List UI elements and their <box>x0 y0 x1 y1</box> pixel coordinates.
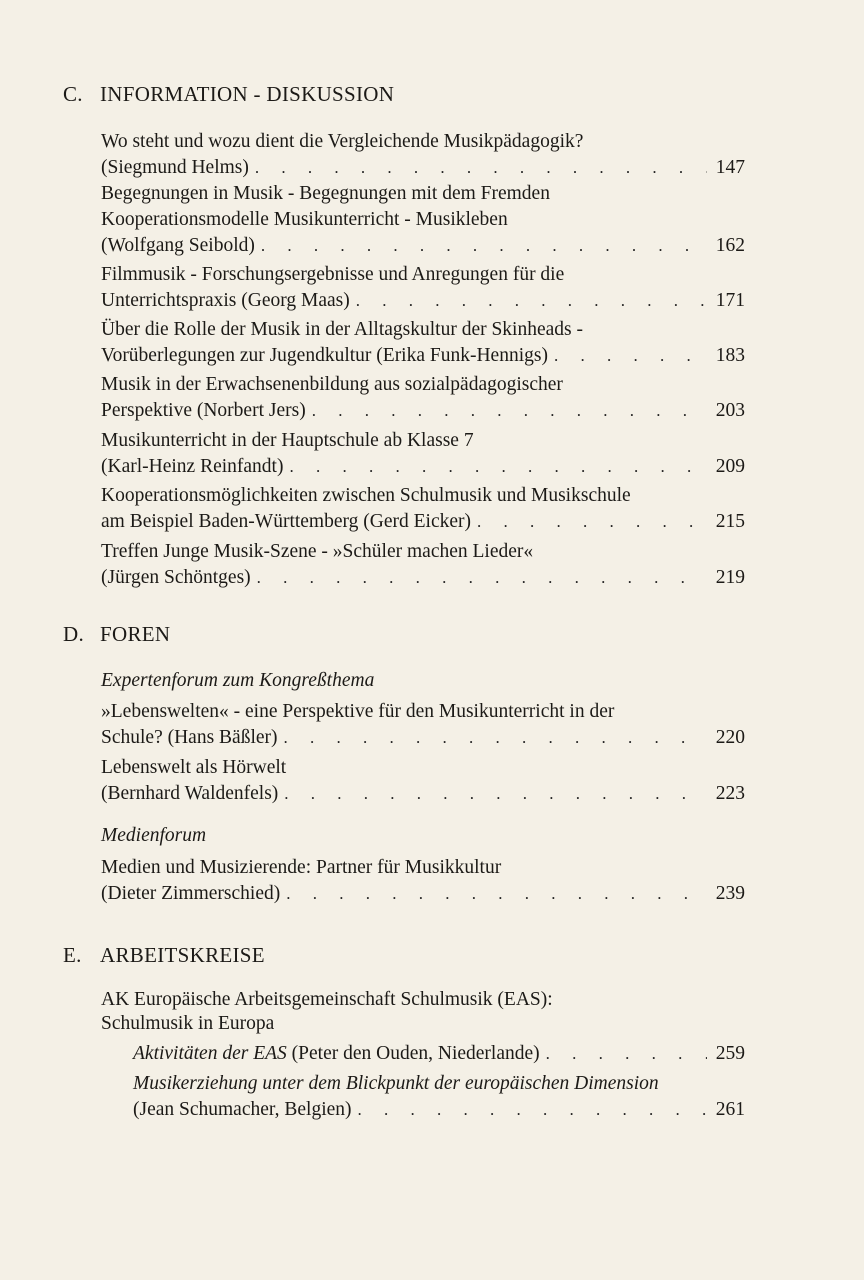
toc-entry <box>101 855 745 907</box>
leader-dots <box>255 155 707 181</box>
leader-dots <box>289 454 707 480</box>
section-heading-d <box>63 622 170 647</box>
entry-title: Kooperationsmöglichkeiten zwischen Schulmusik und Musikschule <box>101 485 631 506</box>
entry-author: (Peter den Ouden, Niederlande) <box>286 1043 540 1064</box>
entry-title: Musik in der Erwachsenenbildung aus sozialpädagogischer <box>101 374 563 395</box>
section-title: ARBEITSKREISE <box>100 943 265 967</box>
leader-dots <box>284 725 707 751</box>
toc-entry <box>133 1041 745 1067</box>
page-number: 147 <box>715 157 745 178</box>
entry-title: Musikunterricht in der Hauptschule ab Klasse 7 <box>101 430 474 451</box>
page-number: 162 <box>715 235 745 256</box>
entry-subtitle: Kooperationsmodelle Musikunterricht - Musikleben <box>101 209 508 230</box>
page-number: 171 <box>715 290 745 311</box>
entry-title: Begegnungen in Musik - Begegnungen mit dem Fremden <box>101 183 550 204</box>
section-title: FOREN <box>100 622 171 646</box>
entry-title: Medien und Musizierende: Partner für Musikkultur <box>101 857 502 878</box>
toc-entry <box>133 1071 745 1123</box>
toc-entry <box>101 483 745 535</box>
toc-entry <box>101 372 745 424</box>
page-number: 220 <box>715 727 745 748</box>
leader-dots <box>286 881 707 907</box>
leader-dots <box>358 1097 707 1123</box>
toc-entry <box>101 317 745 369</box>
toc-entry <box>101 539 745 591</box>
page-number: 259 <box>715 1043 745 1064</box>
section-title: INFORMATION - DISKUSSION <box>100 82 395 106</box>
entry-title: Musikerziehung unter dem Blickpunkt der europäischen Dimension <box>133 1073 659 1094</box>
entry-author: Perspektive (Norbert Jers) <box>101 400 306 421</box>
section-letter: E. <box>63 943 82 967</box>
entry-author: (Bernhard Waldenfels) <box>101 783 279 804</box>
page-number: 215 <box>715 511 745 532</box>
entry-author: (Siegmund Helms) <box>101 157 249 178</box>
entry-title: Aktivitäten der EAS <box>133 1043 287 1064</box>
entry-author: (Dieter Zimmerschied) <box>101 883 281 904</box>
entry-title: Treffen Junge Musik-Szene - »Schüler machen Lieder« <box>101 541 534 562</box>
page-number: 261 <box>715 1099 745 1120</box>
page-number: 183 <box>715 345 745 366</box>
entry-author: (Jean Schumacher, Belgien) <box>133 1099 352 1120</box>
toc-entry <box>101 699 745 751</box>
working-group-subtitle: Schulmusik in Europa <box>101 1013 275 1034</box>
toc-entry <box>101 181 745 259</box>
working-group-title: AK Europäische Arbeitsgemeinschaft Schulmusik (EAS): <box>101 989 553 1010</box>
entry-author: (Jürgen Schöntges) <box>101 567 251 588</box>
toc-entry <box>101 129 745 181</box>
forum-heading: Medienforum <box>101 825 207 846</box>
leader-dots <box>546 1041 707 1067</box>
leader-dots <box>477 509 707 535</box>
entry-title: Filmmusik - Forschungsergebnisse und Anregungen für die <box>101 264 565 285</box>
section-letter: D. <box>63 622 85 646</box>
toc-entry <box>101 428 745 480</box>
entry-title: Lebenswelt als Hörwelt <box>101 757 287 778</box>
forum-heading: Expertenforum zum Kongreßthema <box>101 670 375 691</box>
toc-entry <box>101 262 745 314</box>
entry-author: (Wolfgang Seibold) <box>101 235 255 256</box>
page-number: 203 <box>715 400 745 421</box>
page-number: 209 <box>715 456 745 477</box>
toc-entry <box>101 755 745 807</box>
entry-author: am Beispiel Baden-Württemberg (Gerd Eicker) <box>101 511 471 532</box>
section-heading-e <box>63 943 265 968</box>
page-number: 223 <box>715 783 745 804</box>
leader-dots <box>356 288 707 314</box>
entry-title: Über die Rolle der Musik in der Alltagskultur der Skinheads - <box>101 319 583 340</box>
leader-dots <box>554 343 707 369</box>
leader-dots <box>261 233 707 259</box>
page-number: 239 <box>715 883 745 904</box>
page-number: 219 <box>715 567 745 588</box>
entry-author: (Karl-Heinz Reinfandt) <box>101 456 284 477</box>
leader-dots <box>312 398 707 424</box>
entry-author: Vorüberlegungen zur Jugendkultur (Erika Funk-Hennigs) <box>101 345 548 366</box>
entry-author: Unterrichtspraxis (Georg Maas) <box>101 290 350 311</box>
entry-author: Schule? (Hans Bäßler) <box>101 727 278 748</box>
leader-dots <box>284 781 707 807</box>
entry-title: Wo steht und wozu dient die Vergleichende Musikpädagogik? <box>101 131 584 152</box>
section-letter: C. <box>63 82 83 106</box>
leader-dots <box>257 565 707 591</box>
section-heading-c <box>63 82 394 107</box>
entry-title: »Lebenswelten« - eine Perspektive für den Musikunterricht in der <box>101 701 615 722</box>
